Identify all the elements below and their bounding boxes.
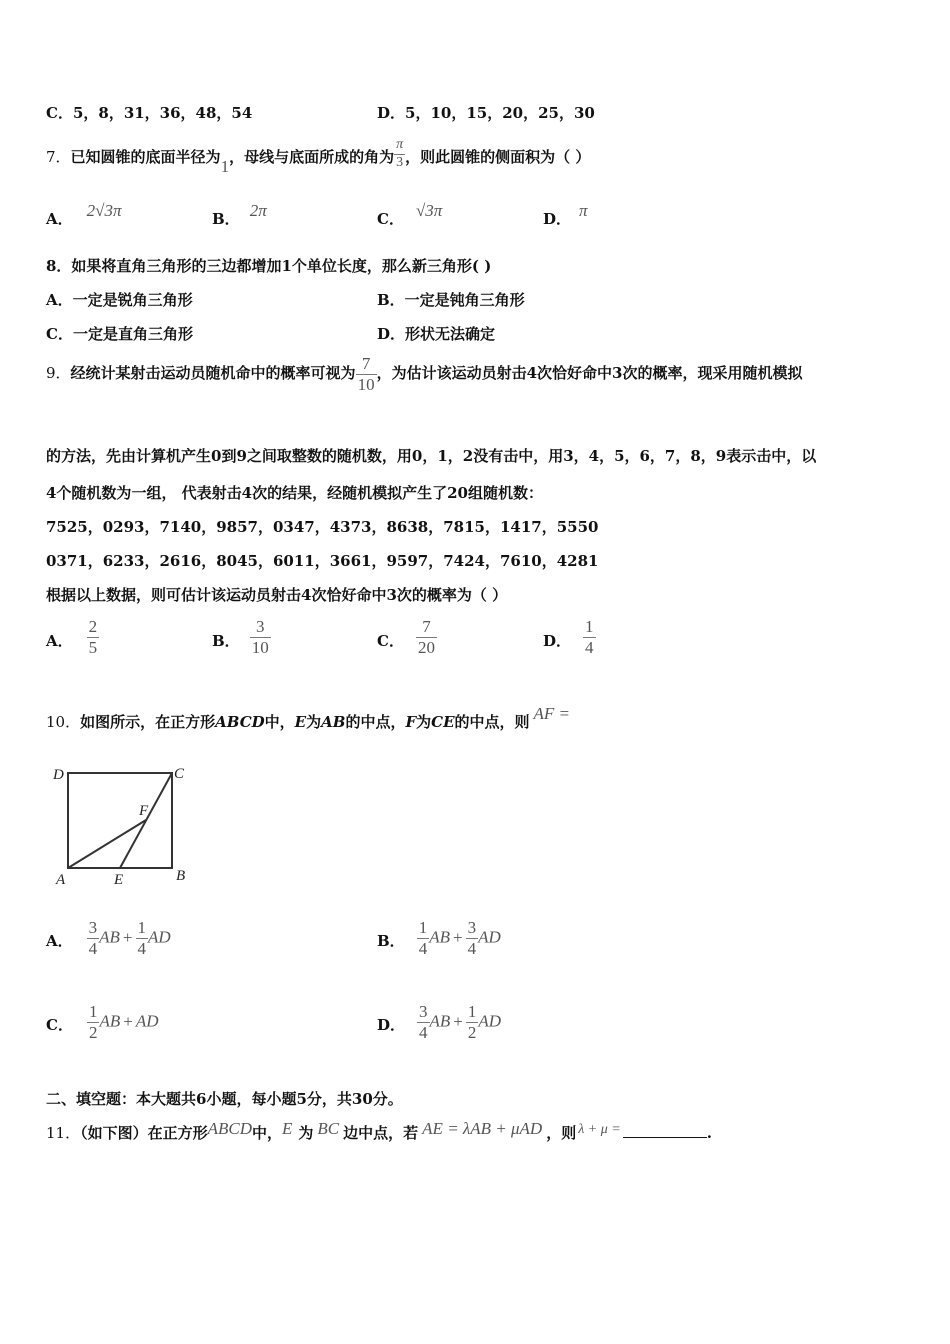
q9-option-b-den: 10: [251, 637, 269, 657]
q9-option-d-fraction: [583, 617, 596, 657]
figure-label-b: B: [176, 868, 186, 884]
q7-option-d-label: D．: [543, 210, 572, 228]
q10-option-a: [46, 918, 171, 958]
figure-segment-ec: [120, 773, 172, 868]
q9-stem-line2: 的方法，先由计算机产生0到9之间取整数的随机数，用0，1，2没有击中，用3，4，5，6，7，8，9表示击中，以: [46, 447, 817, 465]
q9-option-b-label: B．: [212, 632, 240, 651]
q10-option-b-c2-num: 3: [467, 918, 477, 937]
q9-stem-line1: [46, 353, 802, 394]
q9-option-a-label: A．: [46, 632, 73, 651]
q10-segment-ab: AB: [321, 713, 346, 731]
q9-option-c: [377, 617, 437, 657]
q9-option-b: [212, 617, 271, 657]
section-heading-fill-in: 二、填空题：本大题共6小题，每小题5分，共30分。: [46, 1090, 403, 1108]
q10-option-a-op: +: [122, 927, 133, 947]
q10-option-c-op: +: [123, 1011, 133, 1031]
q11-text1: （如下图）在正方形: [80, 1124, 208, 1142]
q7-number: 7．: [46, 148, 71, 166]
q11-text3: 为: [298, 1124, 314, 1142]
figure-square-outline: [68, 773, 172, 868]
q7-option-a-value: 2√3π: [86, 201, 122, 220]
q7-option-c-label: C．: [377, 210, 404, 228]
q10-option-a-c2-den: 4: [137, 938, 147, 958]
q11-square: ABCD: [207, 1119, 252, 1138]
q10-option-c-c1-den: 2: [88, 1022, 98, 1042]
q10-option-a-v1: AB: [99, 927, 120, 947]
q9-prob-den: 10: [357, 374, 375, 394]
q9-option-c-fraction: [416, 617, 437, 657]
q9-option-d-label: D．: [543, 632, 572, 651]
q10-option-a-c2: [136, 918, 149, 958]
q7-stem: [46, 137, 591, 176]
q10-square: ABCD: [215, 713, 265, 731]
q9-option-a: [46, 617, 99, 657]
q6-option-d: D．5，10，15，20，25，30: [377, 104, 595, 122]
q7-text3: ，则此圆锥的侧面积为（ ）: [405, 148, 591, 166]
q7-option-d-value: π: [579, 201, 588, 220]
q10-square-figure: [48, 760, 198, 890]
q7-text1: 已知圆锥的底面半径为: [70, 148, 221, 166]
q10-option-b-v1: AB: [429, 927, 450, 947]
q10-option-d-op: +: [453, 1011, 463, 1031]
q10-option-d-c2-num: 1: [467, 1002, 477, 1021]
q7-angle-fraction: [394, 137, 405, 170]
q7-option-b: [212, 200, 267, 228]
q8-option-b: B．一定是钝角三角形: [377, 291, 525, 309]
q10-option-b-c1-num: 1: [418, 918, 428, 937]
q8-stem: 8．如果将直角三角形的三边都增加1个单位长度，那么新三角形( ): [46, 257, 492, 275]
q9-text1: 经统计某射击运动员随机命中的概率可视为: [70, 364, 356, 382]
q10-option-d-c1-den: 4: [419, 1022, 428, 1042]
q10-stem: [46, 705, 570, 739]
q9-option-a-fraction: [87, 617, 100, 657]
q7-option-c-value: √3π: [415, 201, 443, 220]
q10-segment-ce: CE: [431, 713, 455, 731]
q7-angle-num: π: [394, 137, 405, 154]
q11-text4: 边中点，若: [343, 1124, 419, 1142]
q10-option-c-v2: AD: [135, 1011, 159, 1031]
q7-angle-den: 3: [396, 154, 404, 170]
q9-option-d-num: 1: [585, 617, 594, 636]
q10-option-d-c1-num: 3: [419, 1002, 428, 1021]
q10-text: 如图所示，在正方形: [80, 713, 216, 731]
q10-option-b-c2-den: 4: [467, 938, 477, 958]
q10-text5: 为: [416, 713, 432, 731]
q11-stem: [46, 1118, 712, 1150]
q11-text2: 中，: [252, 1124, 283, 1142]
q7-option-b-label: B．: [212, 210, 240, 228]
q7-text2: ，母线与底面所成的角为: [229, 148, 395, 166]
q11-number: 11．: [46, 1124, 81, 1142]
figure-label-a: A: [56, 872, 66, 888]
q7-option-c: [377, 200, 443, 228]
q11-segment-bc: BC: [317, 1119, 340, 1138]
q8-option-d: D．形状无法确定: [377, 325, 496, 343]
q9-prob-num: 7: [356, 354, 377, 375]
q11-end: .: [706, 1124, 712, 1142]
q10-option-a-label: A．: [46, 931, 73, 950]
q7-option-a-label: A．: [46, 210, 73, 228]
q10-expression: AF =: [533, 704, 571, 723]
q10-option-d-c1: [417, 1002, 430, 1042]
q9-option-d-den: 4: [585, 637, 594, 657]
q10-option-d-label: D．: [377, 1015, 406, 1034]
q10-option-b-v2: AD: [478, 927, 501, 947]
q10-option-c-c1-num: 1: [88, 1002, 98, 1021]
q10-option-b: [377, 918, 501, 958]
q9-option-c-num: 7: [416, 617, 437, 638]
q9-option-c-den: 20: [417, 637, 435, 657]
q10-option-c: [46, 1002, 159, 1042]
q10-text2: 中，: [264, 713, 295, 731]
q11-point-e: E: [282, 1119, 293, 1138]
q10-option-d: [377, 1002, 501, 1042]
figure-segment-af: [68, 820, 146, 868]
q7-option-b-value: 2π: [249, 201, 267, 220]
q10-option-b-c1-den: 4: [418, 938, 428, 958]
q10-option-a-v2: AD: [148, 927, 171, 947]
q10-number: 10．: [46, 713, 81, 731]
q10-text3: 为: [306, 713, 322, 731]
q7-option-d: [543, 200, 588, 228]
q10-option-a-c1: [87, 918, 100, 958]
figure-label-f: F: [139, 803, 149, 819]
q9-text2: ，为估计该运动员射击4次恰好命中3次的概率，现采用随机模拟: [376, 364, 803, 382]
q10-option-a-c1-den: 4: [88, 938, 98, 958]
q6-option-c: C．5，8，31，36，48，54: [46, 104, 253, 122]
q7-radius: 1: [220, 157, 230, 176]
q10-option-d-c2-den: 2: [467, 1022, 477, 1042]
q10-point-f: F: [405, 713, 417, 731]
q11-expression: AE = λAB + μAD: [422, 1119, 543, 1138]
q9-option-c-label: C．: [377, 632, 404, 651]
q11-answer-blank[interactable]: [623, 1137, 707, 1138]
q9-option-d: [543, 617, 596, 657]
q9-ask: 根据以上数据，则可估计该运动员射击4次恰好命中3次的概率为（ ）: [46, 586, 508, 604]
q10-option-c-label: C．: [46, 1015, 73, 1034]
q9-option-b-num: 3: [250, 617, 271, 638]
q10-point-e: E: [294, 713, 307, 731]
q10-option-b-op: +: [452, 927, 463, 947]
q9-option-a-den: 5: [88, 637, 98, 657]
q10-option-b-label: B．: [377, 931, 405, 950]
q10-option-d-v1: AB: [429, 1011, 451, 1031]
q9-option-b-fraction: [250, 617, 271, 657]
q10-text6: 的中点，则: [454, 713, 530, 731]
q10-option-c-v1: AB: [99, 1011, 121, 1031]
q10-option-a-c1-num: 3: [88, 918, 98, 937]
q10-option-a-c2-num: 1: [137, 918, 147, 937]
q10-option-c-c1: [87, 1002, 100, 1042]
q10-option-d-c2: [466, 1002, 479, 1042]
q9-data-row1: 7525，0293，7140，9857，0347，4373，8638，7815，1417，5550: [46, 518, 599, 536]
figure-label-d: D: [53, 767, 64, 783]
q9-stem-line3: 4个随机数为一组， 代表射击4次的结果，经随机模拟产生了20组随机数：: [46, 484, 543, 502]
q8-option-c: C．一定是直角三角形: [46, 325, 193, 343]
q11-text5: ，则: [546, 1124, 577, 1142]
figure-label-c: C: [174, 766, 185, 782]
q8-option-a: A．一定是锐角三角形: [46, 291, 193, 309]
q9-data-row2: 0371，6233，2616，8045，6011，3661，9597，7424，7610，4281: [46, 552, 599, 570]
q7-option-a: [46, 200, 122, 228]
q9-prob-fraction: [356, 354, 377, 394]
q10-text4: 的中点，: [345, 713, 406, 731]
figure-label-e: E: [114, 872, 124, 888]
q9-number: 9．: [46, 364, 71, 382]
q9-option-a-num: 2: [88, 617, 98, 636]
q10-option-d-v2: AD: [478, 1011, 502, 1031]
q10-option-b-c2: [466, 918, 479, 958]
q11-expression2: λ + μ =: [578, 1122, 621, 1137]
q10-option-b-c1: [417, 918, 430, 958]
